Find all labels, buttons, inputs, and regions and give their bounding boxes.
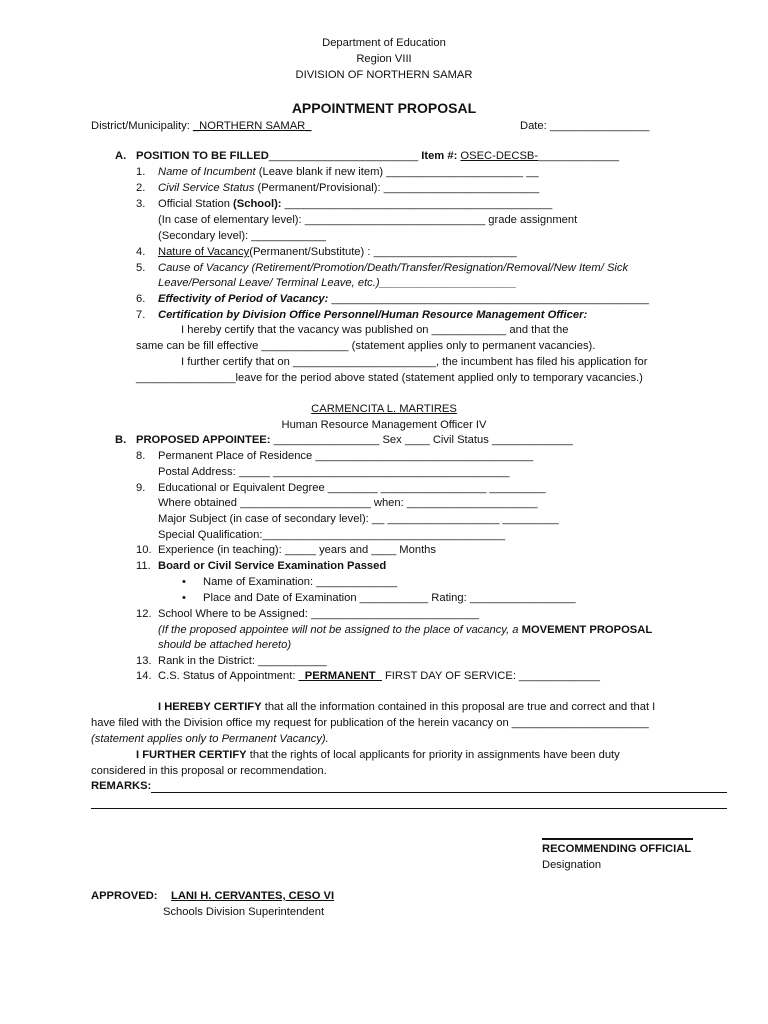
section-a-letter: A. (115, 150, 127, 162)
item-7-number: 7. (136, 309, 146, 321)
item-5-rest: (Retirement/Promotion/Death/Transfer/Resignation/Removal/New Item/ Sick (248, 262, 629, 274)
bullet-2: • (182, 592, 186, 604)
item-4 (158, 246, 517, 259)
item-6-rest: ___________________________________________________ (328, 293, 649, 305)
further-certify: I FURTHER CERTIFY (136, 749, 247, 761)
item-13-rank: Rank in the District: ___________ (158, 655, 327, 667)
recommending-designation: Designation (542, 859, 602, 871)
position-blank: ________________________ (268, 150, 419, 162)
recommending-official: RECOMMENDING OFFICIAL (542, 843, 692, 855)
header-division: DIVISION OF NORTHERN SAMAR (295, 69, 473, 81)
movement-note-text: (If the proposed appointee will not be assigned to the place of vacancy, a (158, 624, 522, 636)
item-14-label: C.S. Status of Appointment: (158, 670, 299, 682)
item-3-number: 3. (136, 198, 146, 210)
item-9-degree: Educational or Equivalent Degree ________ _________________ _________ (158, 482, 546, 494)
district-label: District/Municipality: (91, 120, 193, 132)
item-2-label: Civil Service Status (158, 182, 255, 194)
item-8-postal: Postal Address: _____ ______________________________________ (158, 466, 510, 478)
movement-proposal: MOVEMENT PROPOSAL (521, 624, 653, 636)
item-3-secondary: (Secondary level): ____________ (158, 230, 326, 242)
certify-para-2 (136, 749, 620, 762)
item-7-label: Certification by Division Office Personnel/Human Resource Management Officer: (158, 309, 588, 321)
position-label: POSITION TO BE FILLED (136, 150, 269, 162)
proposed-appointee-rest: _________________ Sex ____ Civil Status _____________ (270, 434, 573, 446)
item-4-rest: (Permanent/Substitute) : _______________________ (249, 246, 517, 258)
item-8-number: 8. (136, 450, 146, 462)
certification-line-3: I further certify that on _______________________, the incumbent has filed his application for (181, 356, 648, 368)
certify-para-1-line-2: have filed with the Division office my request for publication of the herein vacancy on ______________________ (91, 717, 649, 729)
item-3-rest: ___________________________________________ (281, 198, 553, 210)
item-6-label: Effectivity of Period of Vacancy: (158, 293, 329, 305)
item-4-label: Nature of Vacancy (158, 246, 250, 258)
bullet-1: • (182, 576, 186, 588)
item-14-status (158, 670, 600, 683)
item-2-number: 2. (136, 182, 146, 194)
movement-note-cont: should be attached hereto) (158, 639, 292, 651)
item-5 (158, 262, 628, 275)
item-1-rest: (Leave blank if new item) ______________________ __ (255, 166, 539, 178)
remarks-line-1 (151, 792, 727, 793)
district-line (91, 120, 311, 133)
hrmo-title: Human Resource Management Officer IV (281, 419, 487, 431)
certification-line-1: I hereby certify that the vacancy was published on ____________ and that the (181, 324, 569, 336)
superintendent-title: Schools Division Superintendent (163, 906, 325, 918)
item-11-number: 11. (136, 560, 151, 572)
approved-label: APPROVED: (91, 890, 158, 902)
proposed-appointee-line (136, 434, 573, 447)
item-value: OSEC-DECSB- (460, 150, 539, 162)
item-11-exam: Board or Civil Service Examination Passed (158, 560, 387, 572)
item-9-major: Major Subject (in case of secondary level): __ __________________ _________ (158, 513, 559, 525)
hrmo-name: CARMENCITA L. MARTIRES (311, 403, 457, 415)
item-1-label: Name of Incumbent (158, 166, 256, 178)
item-2 (158, 182, 539, 195)
exam-place-date: Place and Date of Examination ___________ Rating: _________________ (203, 592, 576, 604)
proposed-appointee-label: PROPOSED APPOINTEE: (136, 434, 271, 446)
item-9-where: Where obtained _____________________ when: _____________________ (158, 497, 538, 509)
item-14-number: 14. (136, 670, 152, 682)
remarks-label: REMARKS: (91, 780, 152, 792)
item-8-residence: Permanent Place of Residence ___________________________________ (158, 450, 534, 462)
item-3 (158, 198, 552, 211)
exam-name: Name of Examination: _____________ (203, 576, 398, 588)
position-line (136, 150, 619, 163)
item-9-number: 9. (136, 482, 146, 494)
item-14-value: _PERMANENT_ (298, 670, 382, 682)
certification-line-4: ________________leave for the period above stated (statement applied only to temporary vacancies.) (136, 372, 643, 384)
district-value: _NORTHERN SAMAR_ (192, 120, 312, 132)
item-13-number: 13. (136, 655, 152, 667)
remarks-line-2 (91, 808, 727, 809)
item-1-number: 1. (136, 166, 146, 178)
item-6 (158, 293, 649, 306)
item-12-school: School Where to be Assigned: ___________________________ (158, 608, 479, 620)
item-3-label: Official Station (158, 198, 234, 210)
item-label: Item #: (418, 150, 461, 162)
superintendent-name: LANI H. CERVANTES, CESO VI (171, 890, 335, 902)
certify-para-2-line-2: considered in this proposal or recommendation. (91, 765, 327, 777)
item-1 (158, 166, 539, 179)
item-5-continued: Leave/Personal Leave/ Terminal Leave, etc.)______________________ (158, 277, 517, 289)
header-department: Department of Education (322, 37, 446, 49)
item-10-experience: Experience (in teaching): _____ years and ____ Months (158, 544, 436, 556)
date-field: Date: ________________ (520, 120, 650, 132)
item-10-number: 10. (136, 544, 152, 556)
item-5-number: 5. (136, 262, 146, 274)
recommending-signature-line (542, 838, 693, 840)
certify-para-2-rest: that the rights of local applicants for priority in assignments have been duty (246, 749, 620, 761)
section-b-letter: B. (115, 434, 127, 446)
item-5-label: Cause of Vacancy (158, 262, 249, 274)
item-2-rest: (Permanent/Provisional): _________________________ (254, 182, 540, 194)
form-title: APPOINTMENT PROPOSAL (291, 100, 477, 116)
movement-note (158, 624, 652, 637)
item-3-school: (School): (233, 198, 282, 210)
item-9-special: Special Qualification:_______________________________________ (158, 529, 506, 541)
certify-para-1 (158, 701, 655, 714)
item-3-elementary: (In case of elementary level): _____________________________ grade assignment (158, 214, 578, 226)
header-region: Region VIII (356, 53, 412, 65)
item-blank: _____________ (538, 150, 620, 162)
certify-para-1-rest: that all the information contained in this proposal are true and correct and that I (261, 701, 656, 713)
item-14-rest: FIRST DAY OF SERVICE: _____________ (381, 670, 600, 682)
hereby-certify: I HEREBY CERTIFY (158, 701, 262, 713)
item-12-number: 12. (136, 608, 152, 620)
item-6-number: 6. (136, 293, 146, 305)
item-4-number: 4. (136, 246, 146, 258)
certify-para-1-line-3: (statement applies only to Permanent Vacancy). (91, 733, 329, 745)
certification-line-2: same can be fill effective ______________ (statement applies only to permanent vacancies). (136, 340, 596, 352)
